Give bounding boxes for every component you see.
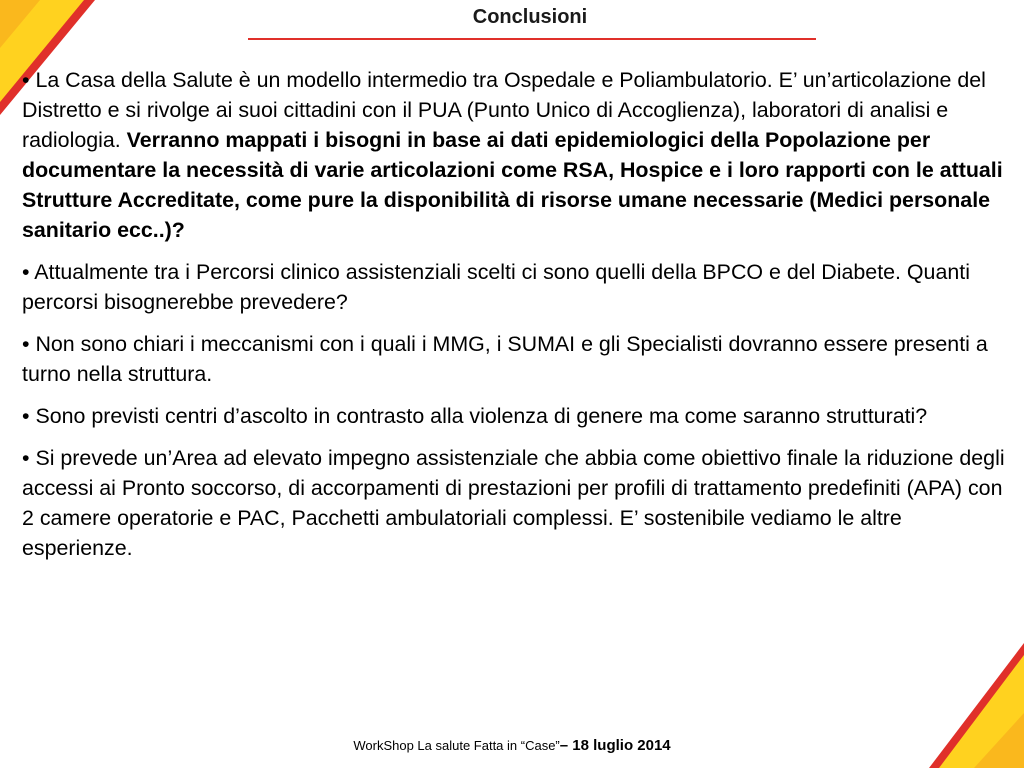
footer-event: WorkShop La salute Fatta in “Case” bbox=[353, 738, 560, 753]
bullet: • bbox=[22, 446, 30, 470]
footer-date: – 18 luglio 2014 bbox=[559, 737, 671, 754]
paragraph-text: Attualmente tra i Percorsi clinico assistenziali scelti ci sono quelli della BPCO e del Diabete. Quanti percorsi bisognerebbe prevedere? bbox=[22, 260, 970, 314]
title-underline bbox=[248, 38, 816, 40]
bullet: • bbox=[22, 68, 30, 92]
slide-title: Conclusioni bbox=[472, 6, 588, 28]
paragraph-percorsi bbox=[22, 257, 1012, 317]
paragraph-bold-text: Verranno mappati i bisogni in base ai dati epidemiologici della Popolazione per documentare la necessità di varie articolazioni come RSA, Hospice e i loro rapporti con le attuali Strutture Accreditate, come pure la disponibilità di risorse umane necessarie (Medici personale sanitario ecc..)? bbox=[22, 128, 1003, 242]
paragraph-text: Si prevede un’Area ad elevato impegno assistenziale che abbia come obiettivo finale la riduzione degli accessi ai Pronto soccorso, di accorpamenti di prestazioni per profili di trattamento predefiniti (APA) con 2 camere operatorie e PAC, Pacchetti ambulatoriali complessi. E’ sostenibile vediamo le altre esperienze. bbox=[22, 446, 1005, 560]
paragraph-centri-ascolto bbox=[22, 401, 1012, 431]
paragraph-text: Non sono chiari i meccanismi con i quali i MMG, i SUMAI e gli Specialisti dovranno essere presenti a turno nella struttura. bbox=[22, 332, 988, 386]
corner-decoration-bottom-right bbox=[929, 643, 1024, 768]
slide-footer bbox=[0, 737, 1024, 754]
paragraph-text: La Casa della Salute è un modello intermedio tra Ospedale e Poliambulatorio. E’ un’articolazione del Distretto e si rivolge ai suoi cittadini con il PUA (Punto Unico di Accoglienza), laboratori di analisi e radiologia. bbox=[22, 68, 986, 152]
paragraph-text: Sono previsti centri d’ascolto in contrasto alla violenza di genere ma come saranno strutturati? bbox=[29, 404, 928, 428]
bullet: • bbox=[22, 332, 30, 356]
bullet: • bbox=[22, 404, 30, 428]
paragraph-area-assistenziale bbox=[22, 443, 1012, 563]
slide-body bbox=[22, 65, 1012, 575]
bullet: • bbox=[22, 260, 30, 284]
paragraph-meccanismi bbox=[22, 329, 1012, 389]
paragraph-casa-della-salute bbox=[22, 65, 1012, 245]
